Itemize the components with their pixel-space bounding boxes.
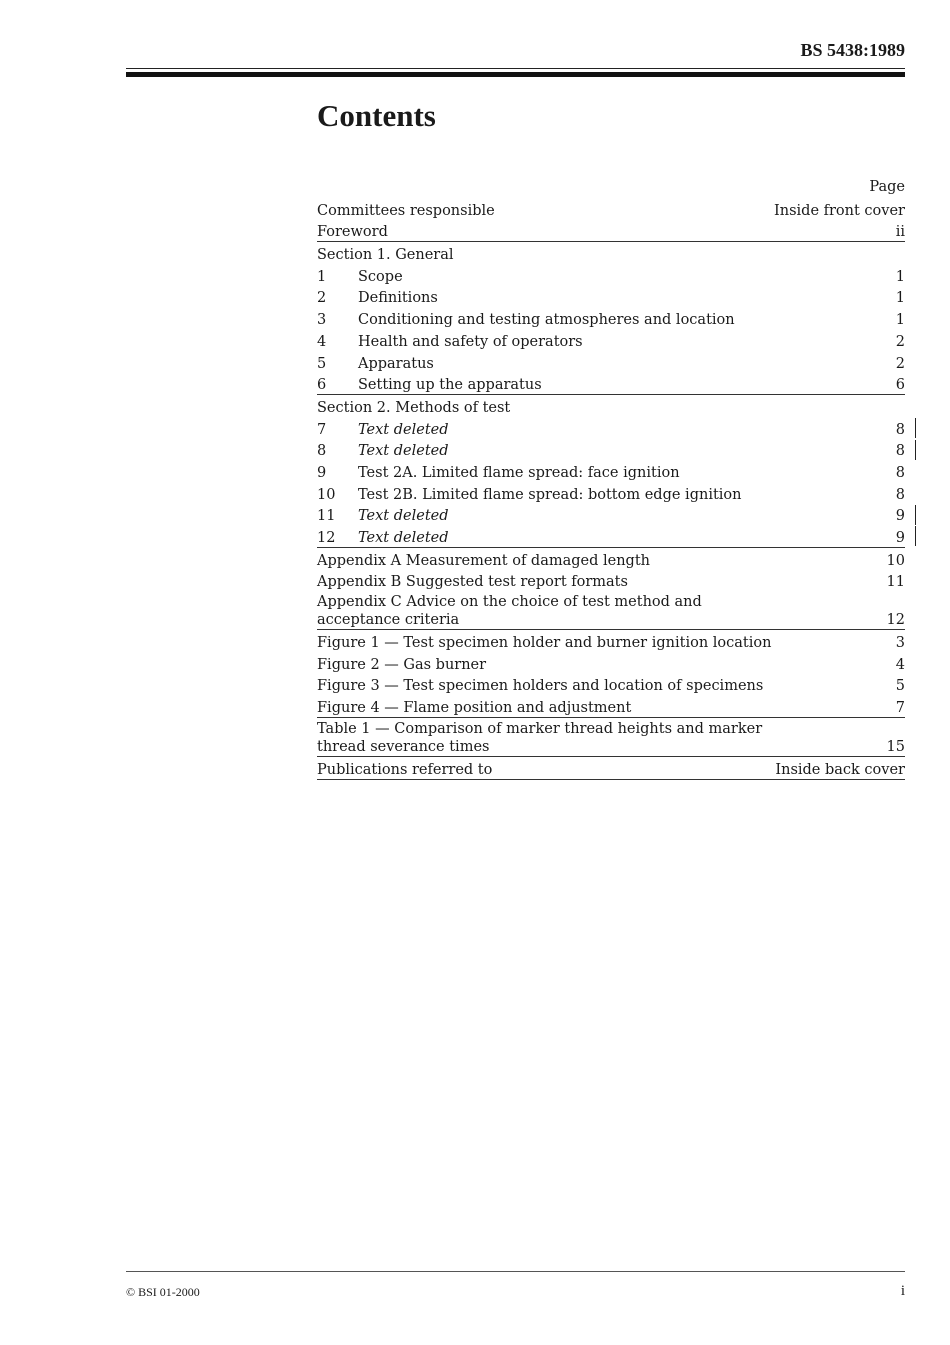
toc-entry-page: 3 (895, 635, 905, 652)
header-rule-thin (126, 68, 905, 69)
toc-entry[interactable] (317, 718, 905, 756)
document-id: BS 5438:1989 (800, 40, 905, 60)
toc-entry[interactable] (317, 373, 905, 395)
toc-entry-text: Text deleted (358, 421, 449, 438)
toc-entry-page: Inside back cover (775, 761, 905, 778)
toc-entry-page: 1 (895, 290, 905, 307)
change-bar (915, 418, 916, 438)
toc-entry[interactable] (317, 264, 905, 286)
toc-entry-label (317, 287, 438, 307)
toc-entry-label (317, 221, 388, 241)
toc-entry-label (317, 550, 650, 570)
toc-entry-text: Text deleted (358, 530, 449, 546)
toc-entry-page: 11 (886, 574, 905, 591)
toc-entry[interactable] (317, 525, 905, 547)
toc-entry-number: 9 (317, 464, 327, 481)
toc-group (317, 395, 905, 548)
header-rule-thick (126, 72, 905, 77)
toc-entry-page: 8 (895, 421, 905, 438)
toc-entry-label (317, 440, 449, 460)
toc-entry-text: Figure 4 — Flame position and adjustment (317, 700, 632, 717)
toc-entry-page: 8 (895, 486, 905, 503)
toc-group (317, 242, 905, 395)
toc-entry-page: 15 (886, 739, 905, 756)
toc-entry-page: 5 (895, 678, 905, 695)
toc-entry-text: Test 2A. Limited flame spread: face ignition (358, 464, 680, 481)
toc-entry-text: Table 1 — Comparison of marker thread heights and marker thread severance times (317, 721, 763, 756)
toc-entry-text: Figure 3 — Test specimen holders and location of specimens (317, 678, 764, 695)
toc-entry-number: 7 (317, 421, 327, 438)
toc-group (317, 718, 905, 757)
toc-entry-label (317, 484, 742, 504)
toc-entry-page: 2 (895, 333, 905, 350)
toc-entry-text: Appendix B Suggested test report formats (317, 574, 628, 591)
toc-entry-label (317, 266, 403, 286)
page-column-heading: Page (869, 179, 905, 195)
toc-entry-number: 12 (317, 530, 336, 546)
toc-entry-page: 6 (895, 377, 905, 394)
toc-entry-text: Appendix C Advice on the choice of test method and acceptance criteria (317, 594, 702, 629)
toc-entry[interactable] (317, 460, 905, 482)
toc-entry-page: 8 (895, 443, 905, 460)
toc-entry-page: 4 (895, 656, 905, 673)
toc-entry[interactable] (317, 504, 905, 526)
toc-entry-text: Appendix A Measurement of damaged length (317, 552, 650, 569)
toc-entry[interactable] (317, 757, 905, 779)
toc-entry-page: 9 (895, 508, 905, 525)
toc-entry-label (317, 527, 449, 547)
toc-entry-label (317, 353, 434, 373)
toc-entry-text: Setting up the apparatus (358, 377, 542, 394)
toc-entry-text: Definitions (358, 290, 438, 307)
toc-entry-page: ii (895, 224, 905, 241)
toc-entry-label (317, 462, 680, 482)
change-bar (915, 440, 916, 460)
toc-entry-text: Text deleted (358, 443, 449, 460)
toc-entry[interactable] (317, 242, 905, 264)
toc-entry-label (317, 759, 492, 779)
toc-entry[interactable] (317, 630, 905, 652)
toc-entry-number: 8 (317, 443, 327, 460)
toc-entry[interactable] (317, 307, 905, 329)
toc-entry[interactable] (317, 591, 905, 629)
toc-entry-number: 10 (317, 486, 336, 503)
toc-group (317, 757, 905, 780)
toc-entry-text: Test 2B. Limited flame spread: bottom edge ignition (358, 486, 742, 503)
toc-entry-page: 1 (895, 268, 905, 285)
toc-entry-text: Figure 1 — Test specimen holder and burner ignition location (317, 635, 772, 652)
toc-entry-label (317, 200, 495, 220)
toc-entry-label (317, 397, 510, 417)
toc-entry-number: 3 (317, 312, 327, 329)
copyright-notice: © BSI 01-2000 (126, 1285, 200, 1299)
toc-entry-text: Section 1. General (317, 247, 454, 264)
toc-groups (317, 198, 905, 780)
toc-entry[interactable] (317, 439, 905, 461)
toc-entry-text: Text deleted (358, 508, 449, 525)
page-title: Contents (317, 98, 436, 133)
toc-entry[interactable] (317, 220, 905, 242)
toc-entry-label (317, 632, 771, 652)
toc-entry-number: 6 (317, 377, 327, 394)
toc-group (317, 198, 905, 242)
toc-entry-number: 5 (317, 355, 327, 372)
toc-entry[interactable] (317, 198, 905, 220)
toc-entry-label (317, 675, 763, 695)
toc-entry-label (317, 244, 454, 264)
toc-entry-page: 8 (895, 464, 905, 481)
toc-entry-page: 9 (895, 530, 905, 546)
toc-entry-text: Publications referred to (317, 761, 493, 778)
toc-entry[interactable] (317, 417, 905, 439)
change-bar (915, 526, 916, 546)
page-number: i (900, 1283, 905, 1299)
toc-entry-page: 10 (886, 552, 905, 569)
toc-entry-label (317, 331, 583, 351)
toc-entry-label (317, 309, 735, 329)
toc-entry-label (317, 419, 449, 439)
toc-entry-text: Conditioning and testing atmospheres and location (358, 312, 735, 329)
toc-entry-text: Apparatus (358, 355, 434, 372)
toc-entry[interactable] (317, 329, 905, 351)
toc-entry-text: Health and safety of operators (358, 333, 583, 350)
toc-entry-text: Section 2. Methods of test (317, 399, 511, 416)
toc-entry-text: Foreword (317, 224, 388, 241)
toc-entry-number: 2 (317, 290, 327, 307)
toc-entry-label (317, 654, 486, 674)
toc-entry-number: 11 (317, 508, 336, 525)
toc-entry-label (317, 571, 628, 591)
toc-entry-label (317, 718, 772, 756)
toc-entry[interactable] (317, 674, 905, 696)
toc-entry[interactable] (317, 286, 905, 308)
toc-entry[interactable] (317, 351, 905, 373)
toc-entry-label (317, 505, 449, 525)
toc-entry-page: 12 (886, 612, 905, 629)
toc-group (317, 548, 905, 630)
footer-rule (126, 1271, 905, 1272)
toc-entry-text: Committees responsible (317, 202, 495, 219)
toc-entry[interactable] (317, 548, 905, 570)
toc-group (317, 630, 905, 718)
toc-entry[interactable] (317, 652, 905, 674)
toc-entry-page: Inside front cover (774, 202, 905, 219)
toc-entry[interactable] (317, 570, 905, 592)
table-of-contents (317, 177, 905, 780)
toc-entry-label (317, 697, 631, 717)
toc-entry-page: 1 (895, 312, 905, 329)
toc-entry-number: 4 (317, 333, 327, 350)
toc-entry-text: Figure 2 — Gas burner (317, 656, 487, 673)
toc-entry[interactable] (317, 695, 905, 717)
toc-entry-page: 7 (895, 700, 905, 717)
toc-entry[interactable] (317, 482, 905, 504)
toc-entry-label (317, 374, 542, 394)
toc-entry-page: 2 (895, 355, 905, 372)
change-bar (915, 505, 916, 525)
toc-entry-text: Scope (358, 268, 403, 285)
toc-entry-label (317, 591, 772, 629)
toc-entry[interactable] (317, 395, 905, 417)
toc-entry-number: 1 (317, 268, 327, 285)
